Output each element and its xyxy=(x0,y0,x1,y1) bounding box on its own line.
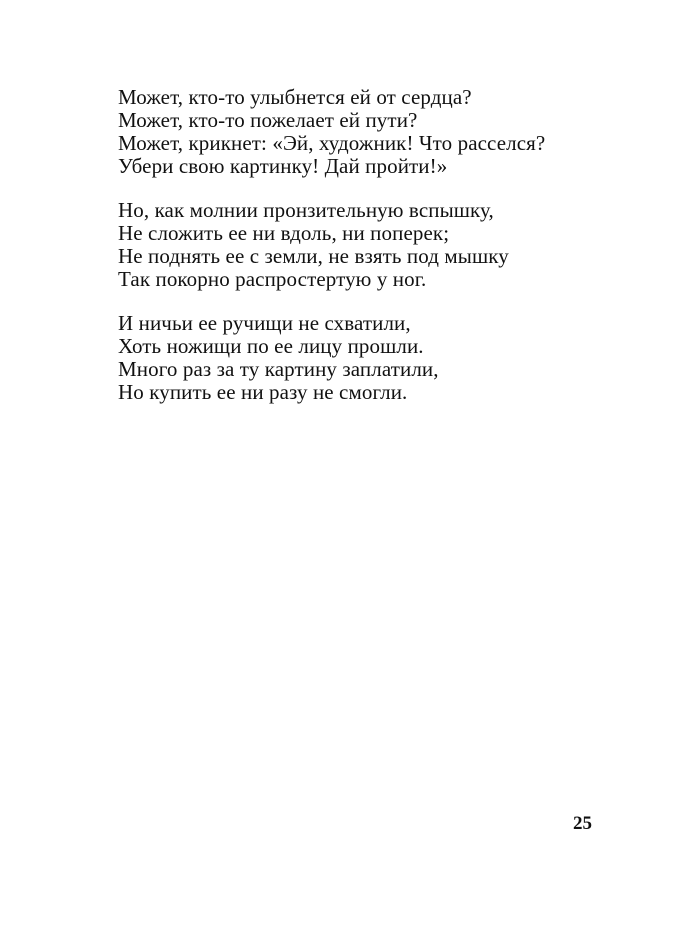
poem-stanza-1 xyxy=(118,86,608,178)
poem-line: Не поднять ее с земли, не взять под мышку xyxy=(118,244,509,268)
poem-stanza-2 xyxy=(118,199,608,291)
poem-line: Так покорно распростертую у ног. xyxy=(118,267,427,291)
poem-line: Но, как молнии пронзительную вспышку, xyxy=(118,198,494,222)
poem-line: Может, кто-то пожелает ей пути? xyxy=(118,108,418,132)
poem-line: Много раз за ту картину заплатили, xyxy=(118,357,439,381)
page-number: 25 xyxy=(573,813,592,834)
poem-line: Но купить ее ни разу не смогли. xyxy=(118,380,408,404)
poem-line: Хоть ножищи по ее лицу прошли. xyxy=(118,334,424,358)
poem-line: Не сложить ее ни вдоль, ни поперек; xyxy=(118,221,450,245)
poem-line: И ничьи ее ручищи не схватили, xyxy=(118,311,411,335)
poem-stanza-3 xyxy=(118,312,608,404)
poem-line: Может, кто-то улыбнется ей от сердца? xyxy=(118,85,472,109)
poem-line: Убери свою картинку! Дай пройти!» xyxy=(118,154,448,178)
poem-line: Может, крикнет: «Эй, художник! Что расселся? xyxy=(118,131,546,155)
